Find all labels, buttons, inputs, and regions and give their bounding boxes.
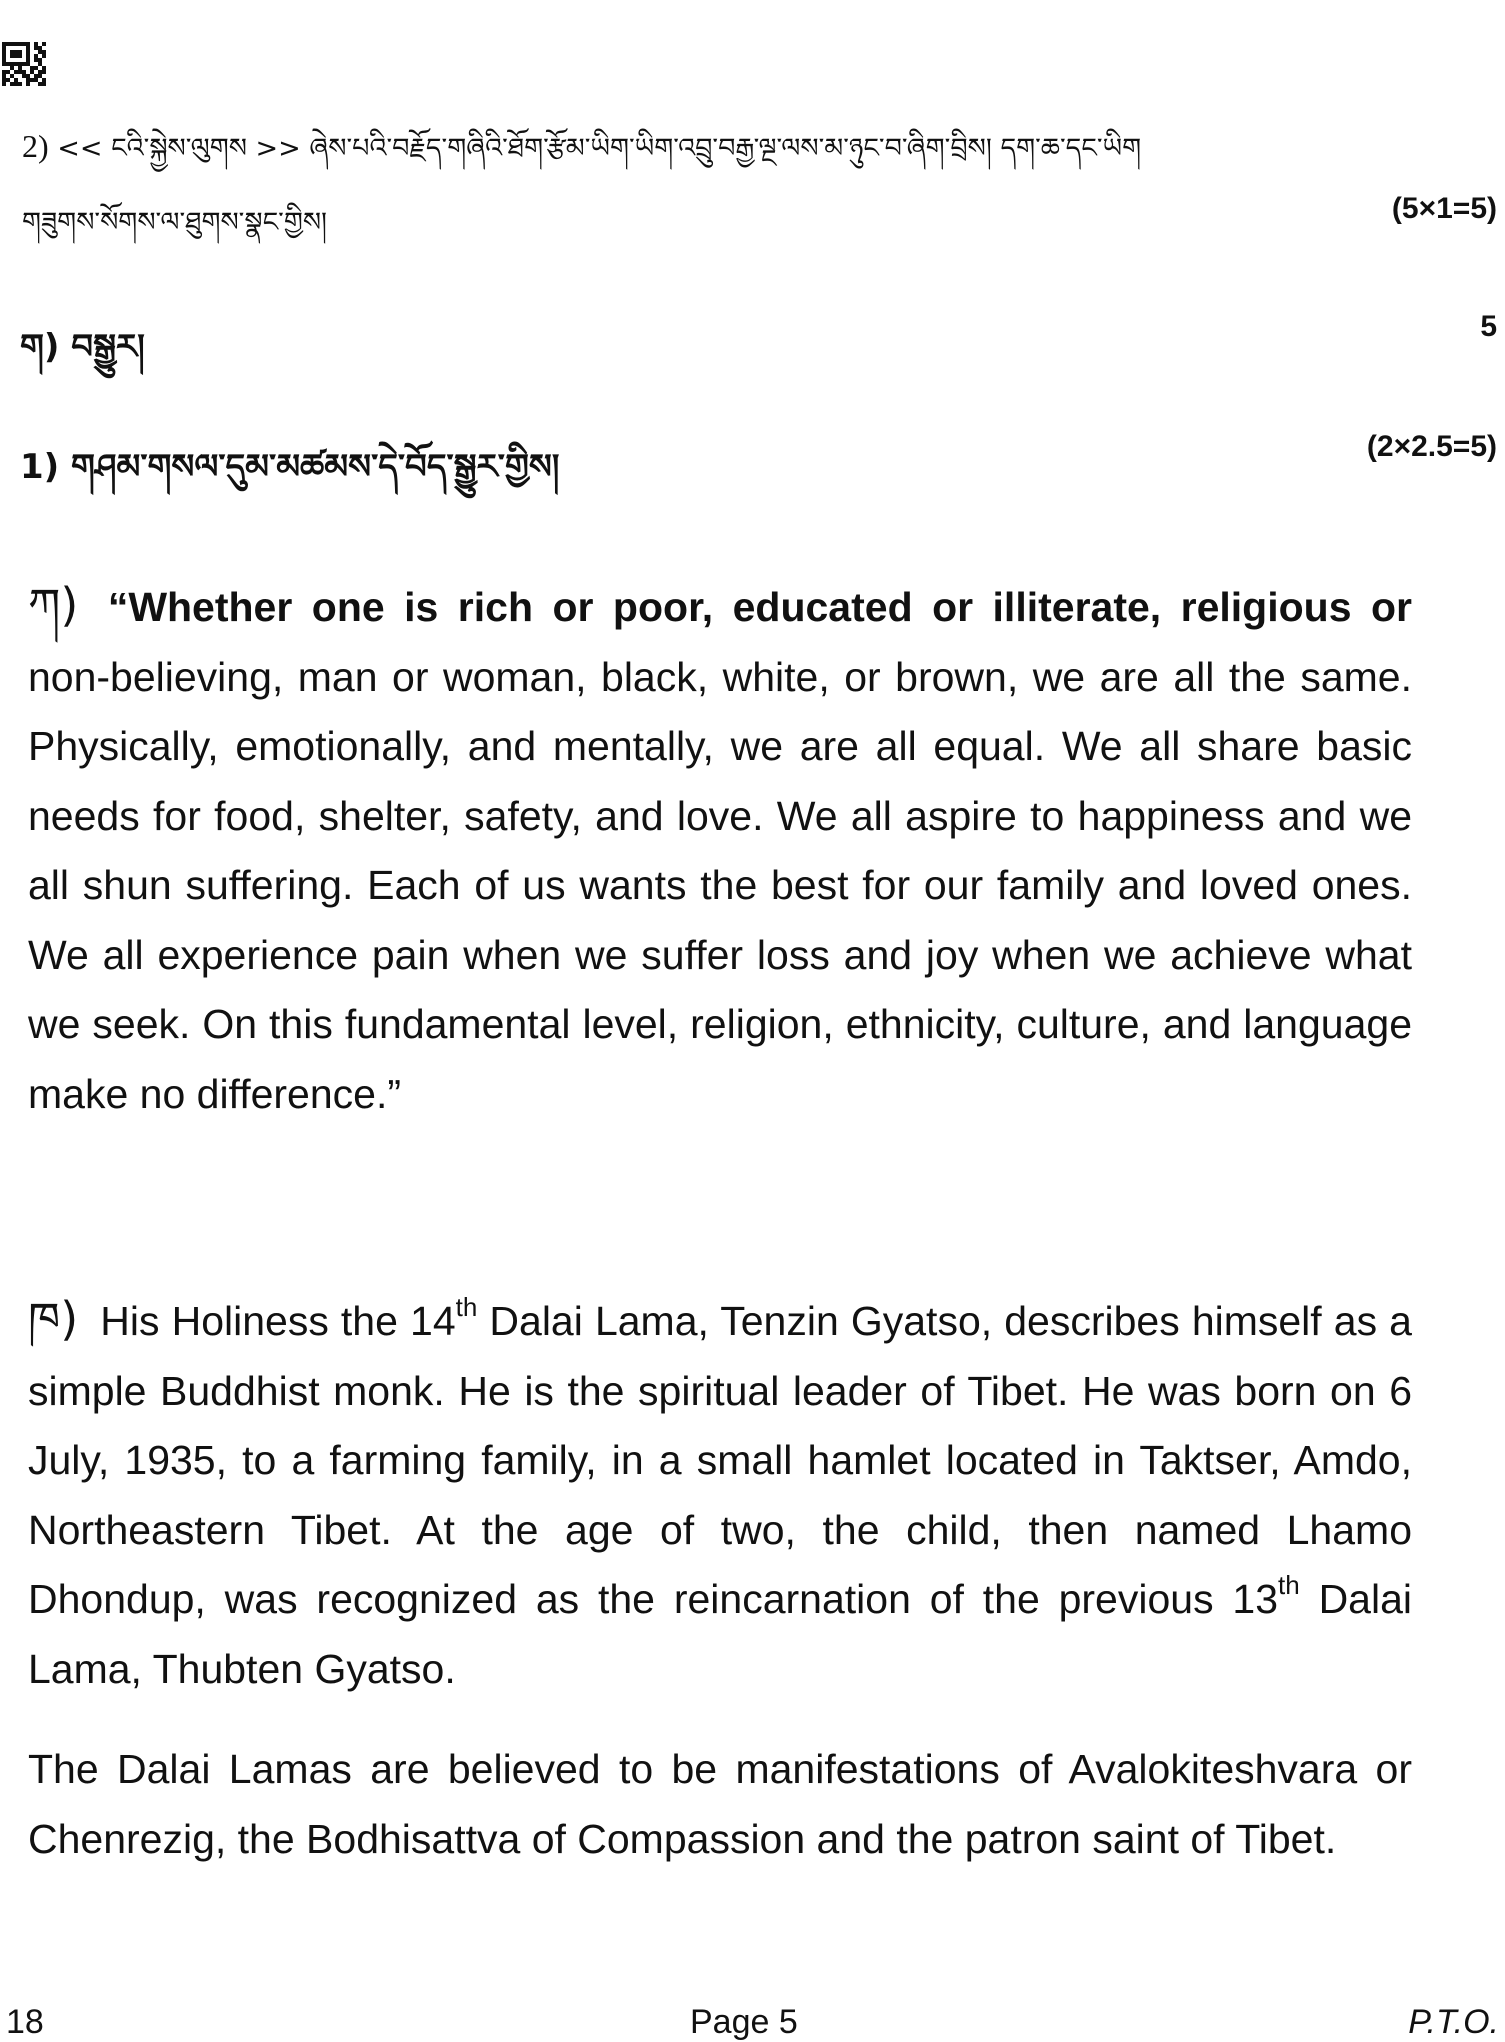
question-2-line-2: གཟུགས་སོགས་ལ་ཐུགས་སྣང་གྱིས། bbox=[22, 207, 328, 238]
footer-pto: P.T.O. bbox=[1408, 2003, 1499, 2041]
passage-ka bbox=[28, 571, 1412, 1129]
passage-kha bbox=[28, 1285, 1412, 1704]
question-2-line-1 bbox=[22, 118, 1141, 194]
passage-kha-sup-2: th bbox=[1278, 1570, 1300, 1601]
item-1-heading: 1) གཤམ་གསལ་དུམ་མཚམས་དེ་བོད་སྒྱུར་གྱིས། bbox=[20, 447, 560, 487]
passage-dalai-lamas: The Dalai Lamas are believed to be manifestations of Avalokiteshvara or Chenrezig, the Bodhisattva of Compassion and the patron saint of Tibet. bbox=[28, 1746, 1412, 1862]
passage-ka-lead: “Whether one is rich or poor, educated or illiterate, religious or bbox=[107, 584, 1412, 630]
footer-page-number: Page 5 bbox=[690, 2003, 798, 2041]
passage-kha-text-1: His Holiness the 14 bbox=[100, 1298, 456, 1344]
qr-code bbox=[2, 42, 46, 86]
question-2-number: 2) bbox=[22, 128, 49, 164]
section-ga-marks: 5 bbox=[1480, 310, 1497, 343]
passage-ka-label: ཀ) bbox=[28, 578, 79, 632]
section-ga-heading: ག) བསྒྱུར། bbox=[20, 327, 145, 367]
passage-kha-text-3: Dalai Lama, Thubten Gyatso. bbox=[28, 1576, 1412, 1692]
passage-kha-sup-1: th bbox=[455, 1292, 478, 1323]
question-2-marks: (5×1=5) bbox=[1391, 192, 1497, 225]
item-1-marks: (2×2.5=5) bbox=[1366, 430, 1497, 463]
passage-kha-label: ཁ) bbox=[28, 1292, 79, 1346]
passage-kha-text-2: Dalai Lama, Tenzin Gyatso, describes himself as a simple Buddhist monk. He is the spiritual leader of Tibet. He was born on 6 July, 1935, to a farming family, in a small hamlet located in Taktser, Amdo, Northeastern Tibet. At the age of two, the child, then named Lhamo Dhondup, was recognized as the reincarnation of the previous 13 bbox=[28, 1298, 1412, 1622]
footer-code: 18 bbox=[6, 2003, 44, 2041]
question-2-text: << ངའི་སྐྱེས་ལུགས >> ཞེས་པའི་བརྗོད་གཞིའི་ཐོག་རྩོམ་ཡིག་ཡིག་འབྲུ་བརྒྱ་ལྔ་ལས་མ་ཉུང་བ་ཞིག་བྲིས། དག་ཆ་དང་ཡིག bbox=[57, 133, 1142, 164]
passage-ka-text: non-believing, man or woman, black, white, or brown, we are all the same. Physically, emotionally, and mentally, we are all equal. We all share basic needs for food, shelter, safety, and love. We all aspire to happiness and we all shun suffering. Each of us wants the best for our family and loved ones. We all experience pain when we suffer loss and joy when we achieve what we seek. On this fundamental level, religion, ethnicity, culture, and language make no difference.” bbox=[28, 653, 1412, 1117]
